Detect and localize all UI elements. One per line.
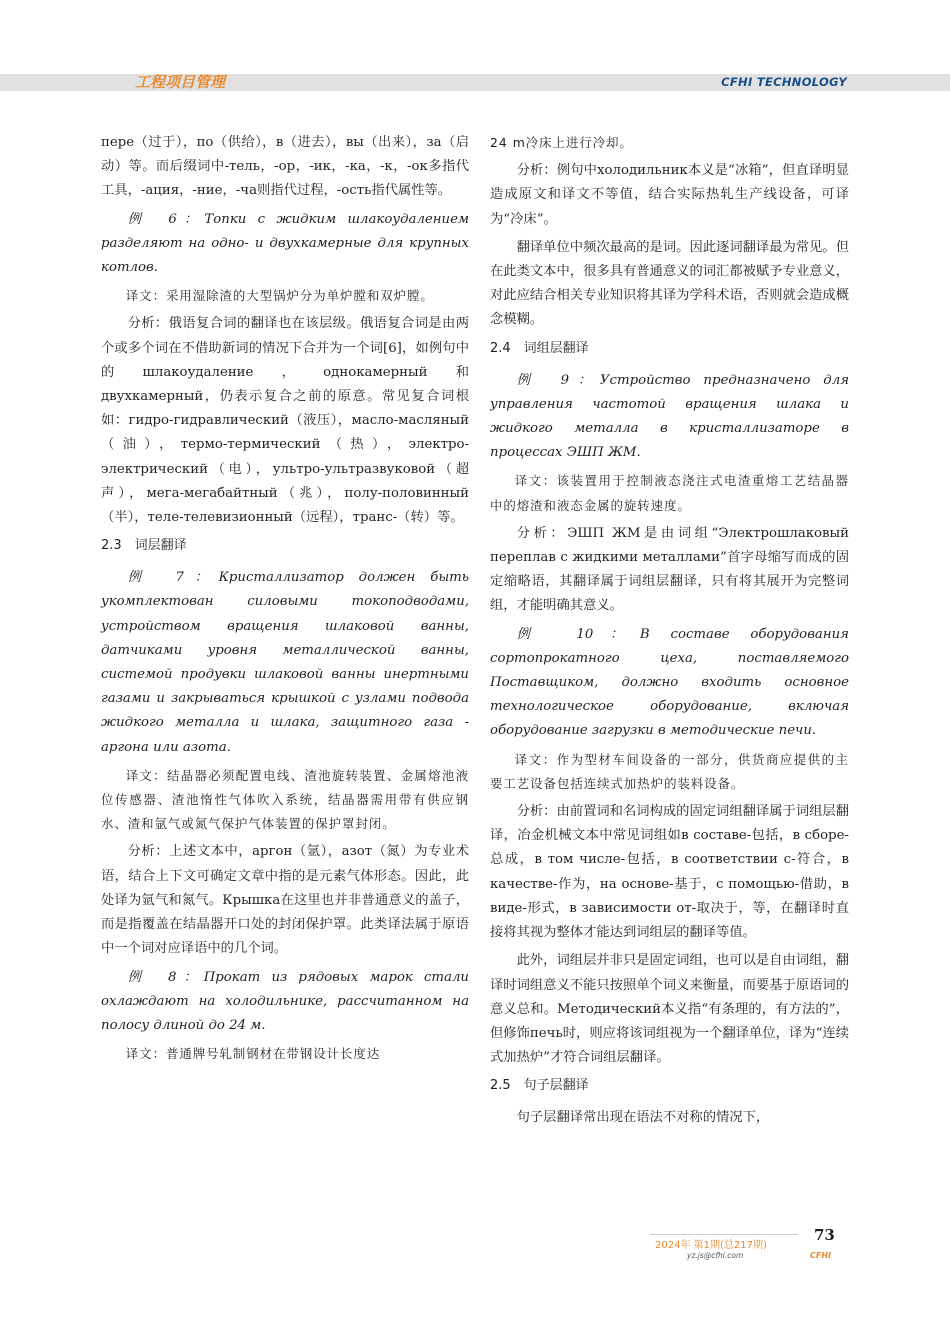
paragraph: 句子层翻译常出现在语法不对称的情况下， <box>516 1110 770 1126</box>
section-heading-2-3: 2.3 词层翻译 <box>101 538 187 554</box>
section-heading-2-5: 2.5 句子层翻译 <box>490 1078 589 1094</box>
example-6: 例 6：Топки с жидким шлакоудалением разделяют на одно- и двухкамерные для крупных котлов. <box>101 211 469 276</box>
example-9: 例 9：Устройство предназначено для управления частотой вращения шлака и жидкого металла в кристаллизаторе в процессах ЭШП ЖМ. <box>490 372 849 461</box>
translation-9: 译文：该装置用于控制液态浇注式电渣重熔工艺结晶器中的熔渣和液态金属的旋转速度。 <box>490 473 849 513</box>
analysis-8: 分析：例句中холодильник本义是“冰箱”，但直译明显造成原文和译文不等值，结合实际热轧生产线设备，可译为“冷床”。 <box>490 163 849 227</box>
analysis-9: 分析：ЭШП ЖМ是由词组“Электрошлаковый переплав с жидкими металлами”首字母缩写而成的固定缩略语，其翻译属于词组层翻译，只有将其展开为完整词组，才能明确其意义。 <box>490 525 849 614</box>
analysis-7: 分析：上述文本中，аргон（氩），азот（氮）为专业术语，结合上下文可确定文章中指的是元素气体形态。因此，此处译为氩气和氮气。Крышка在这里也并非普通意义的盖子，而是指覆盖在结晶器开口处的封闭保护罩。此类译法属于原语中一个词对应译语中的几个词。 <box>101 844 469 957</box>
translation-10: 译文：作为型材车间设备的一部分，供货商应提供的主要工艺设备包括连续式加热炉的装料设备。 <box>490 751 849 791</box>
paragraph: пере（过于），по（供给），в（进去），вы（出来），за（启动）等。而后缀词中-тель，-ор，-ик，-ка，-к，-ок多指代工具，-ация，-ние，-ча则指代过程，-ость指代属性等。 <box>101 135 469 199</box>
translation-8: 译文：普通牌号轧制钢材在带钢设计长度达 <box>125 1046 381 1062</box>
translation-6: 译文：采用湿除渣的大型锅炉分为单炉膛和双炉膛。 <box>125 288 434 304</box>
section-title: 工程项目管理 <box>135 73 226 91</box>
section-heading-2-4: 2.4 词组层翻译 <box>490 340 589 356</box>
right-column <box>490 131 849 1135</box>
footer-logo: CFHI <box>810 1251 832 1260</box>
page-number: 73 <box>814 1226 835 1244</box>
footer-email: yz.js@cfhi.com <box>687 1251 744 1260</box>
paragraph: 翻译单位中频次最高的是词。因此逐词翻译最为常见。但在此类文本中，很多具有普通意义的词汇都被赋予专业意义，对此应结合相关专业知识将其译为学科术语，否则就会造成概念模糊。 <box>490 239 850 328</box>
left-column <box>101 131 469 1070</box>
journal-brand: CFHI TECHNOLOGY <box>721 75 847 89</box>
example-10: 例 10：В составе оборудования сортопрокатного цеха, поставляемого Поставщиком, должно входить основное технологическое оборудование, включая оборудование загрузки в методические печи. <box>490 626 849 739</box>
footer-divider <box>650 1234 798 1235</box>
analysis-10: 分析：由前置词和名词构成的固定词组翻译属于词组层翻译，冶金机械文本中常见词组如в составе-包括，в сборе-总成，в том числе-包括，в соответствии с-符合，в качестве-作为，на основе-基于，с помощью-借助，в виде-形式，в зависимости от-取决于，等，在翻译时直接将其视为整体才能达到词组层的翻译等值。 <box>490 804 850 941</box>
translation-8-cont: 24 m冷床上进行冷却。 <box>490 135 633 150</box>
paragraph: 此外，词组层并非只是固定词组，也可以是自由词组，翻译时词组意义不能只按照单个词义来衡量，而要基于原语词的意义总和。Методический本义指“有条理的，有方法的”，但修饰печь时，则应将该词组视为一个翻译单位，译为“连续式加热炉”才符合词组层翻译。 <box>490 953 850 1066</box>
example-7: 例 7：Кристаллизатор должен быть укомплектован силовыми токоподводами, устройством вращения шлаковой ванны, датчиками уровня металлической ванны, системой продувки шлаковой ванны инертными газами и закрываться крышкой с узлами подвода жидкого металла и шлака, защитного газа - аргона или азота. <box>101 570 469 755</box>
translation-7: 译文：结晶器必须配置电线、渣池旋转装置、金属熔池液位传感器、渣池惰性气体吹入系统，结晶器需用带有供应钢水、渣和氩气或氮气保护气体装置的保护罩封闭。 <box>101 767 469 832</box>
analysis-6: 分析：俄语复合词的翻译也在该层级。俄语复合词是由两个或多个词在不借助新词的情况下合并为一个词[6]，如例句中的шлакоудаление，однокамерный和двухкамерный，仍表示复合之前的原意。常见复合词根如：гидро-гидравлический（液压），масло-масляный（油），термо-термический（热），электро-электрический（电），ультро-ультразвуковой（超声），мега-мегабайтный（兆），полу-половинный（半），теле-телевизионный（远程），транс-（转）等。 <box>101 316 469 526</box>
example-8: 例 8：Прокат из рядовых марок стали охлаждают на холодильнике, рассчитанном на полосу длиной до 24 м. <box>101 969 469 1033</box>
issue-info: 2024年 第1期(总217期) <box>655 1240 767 1251</box>
